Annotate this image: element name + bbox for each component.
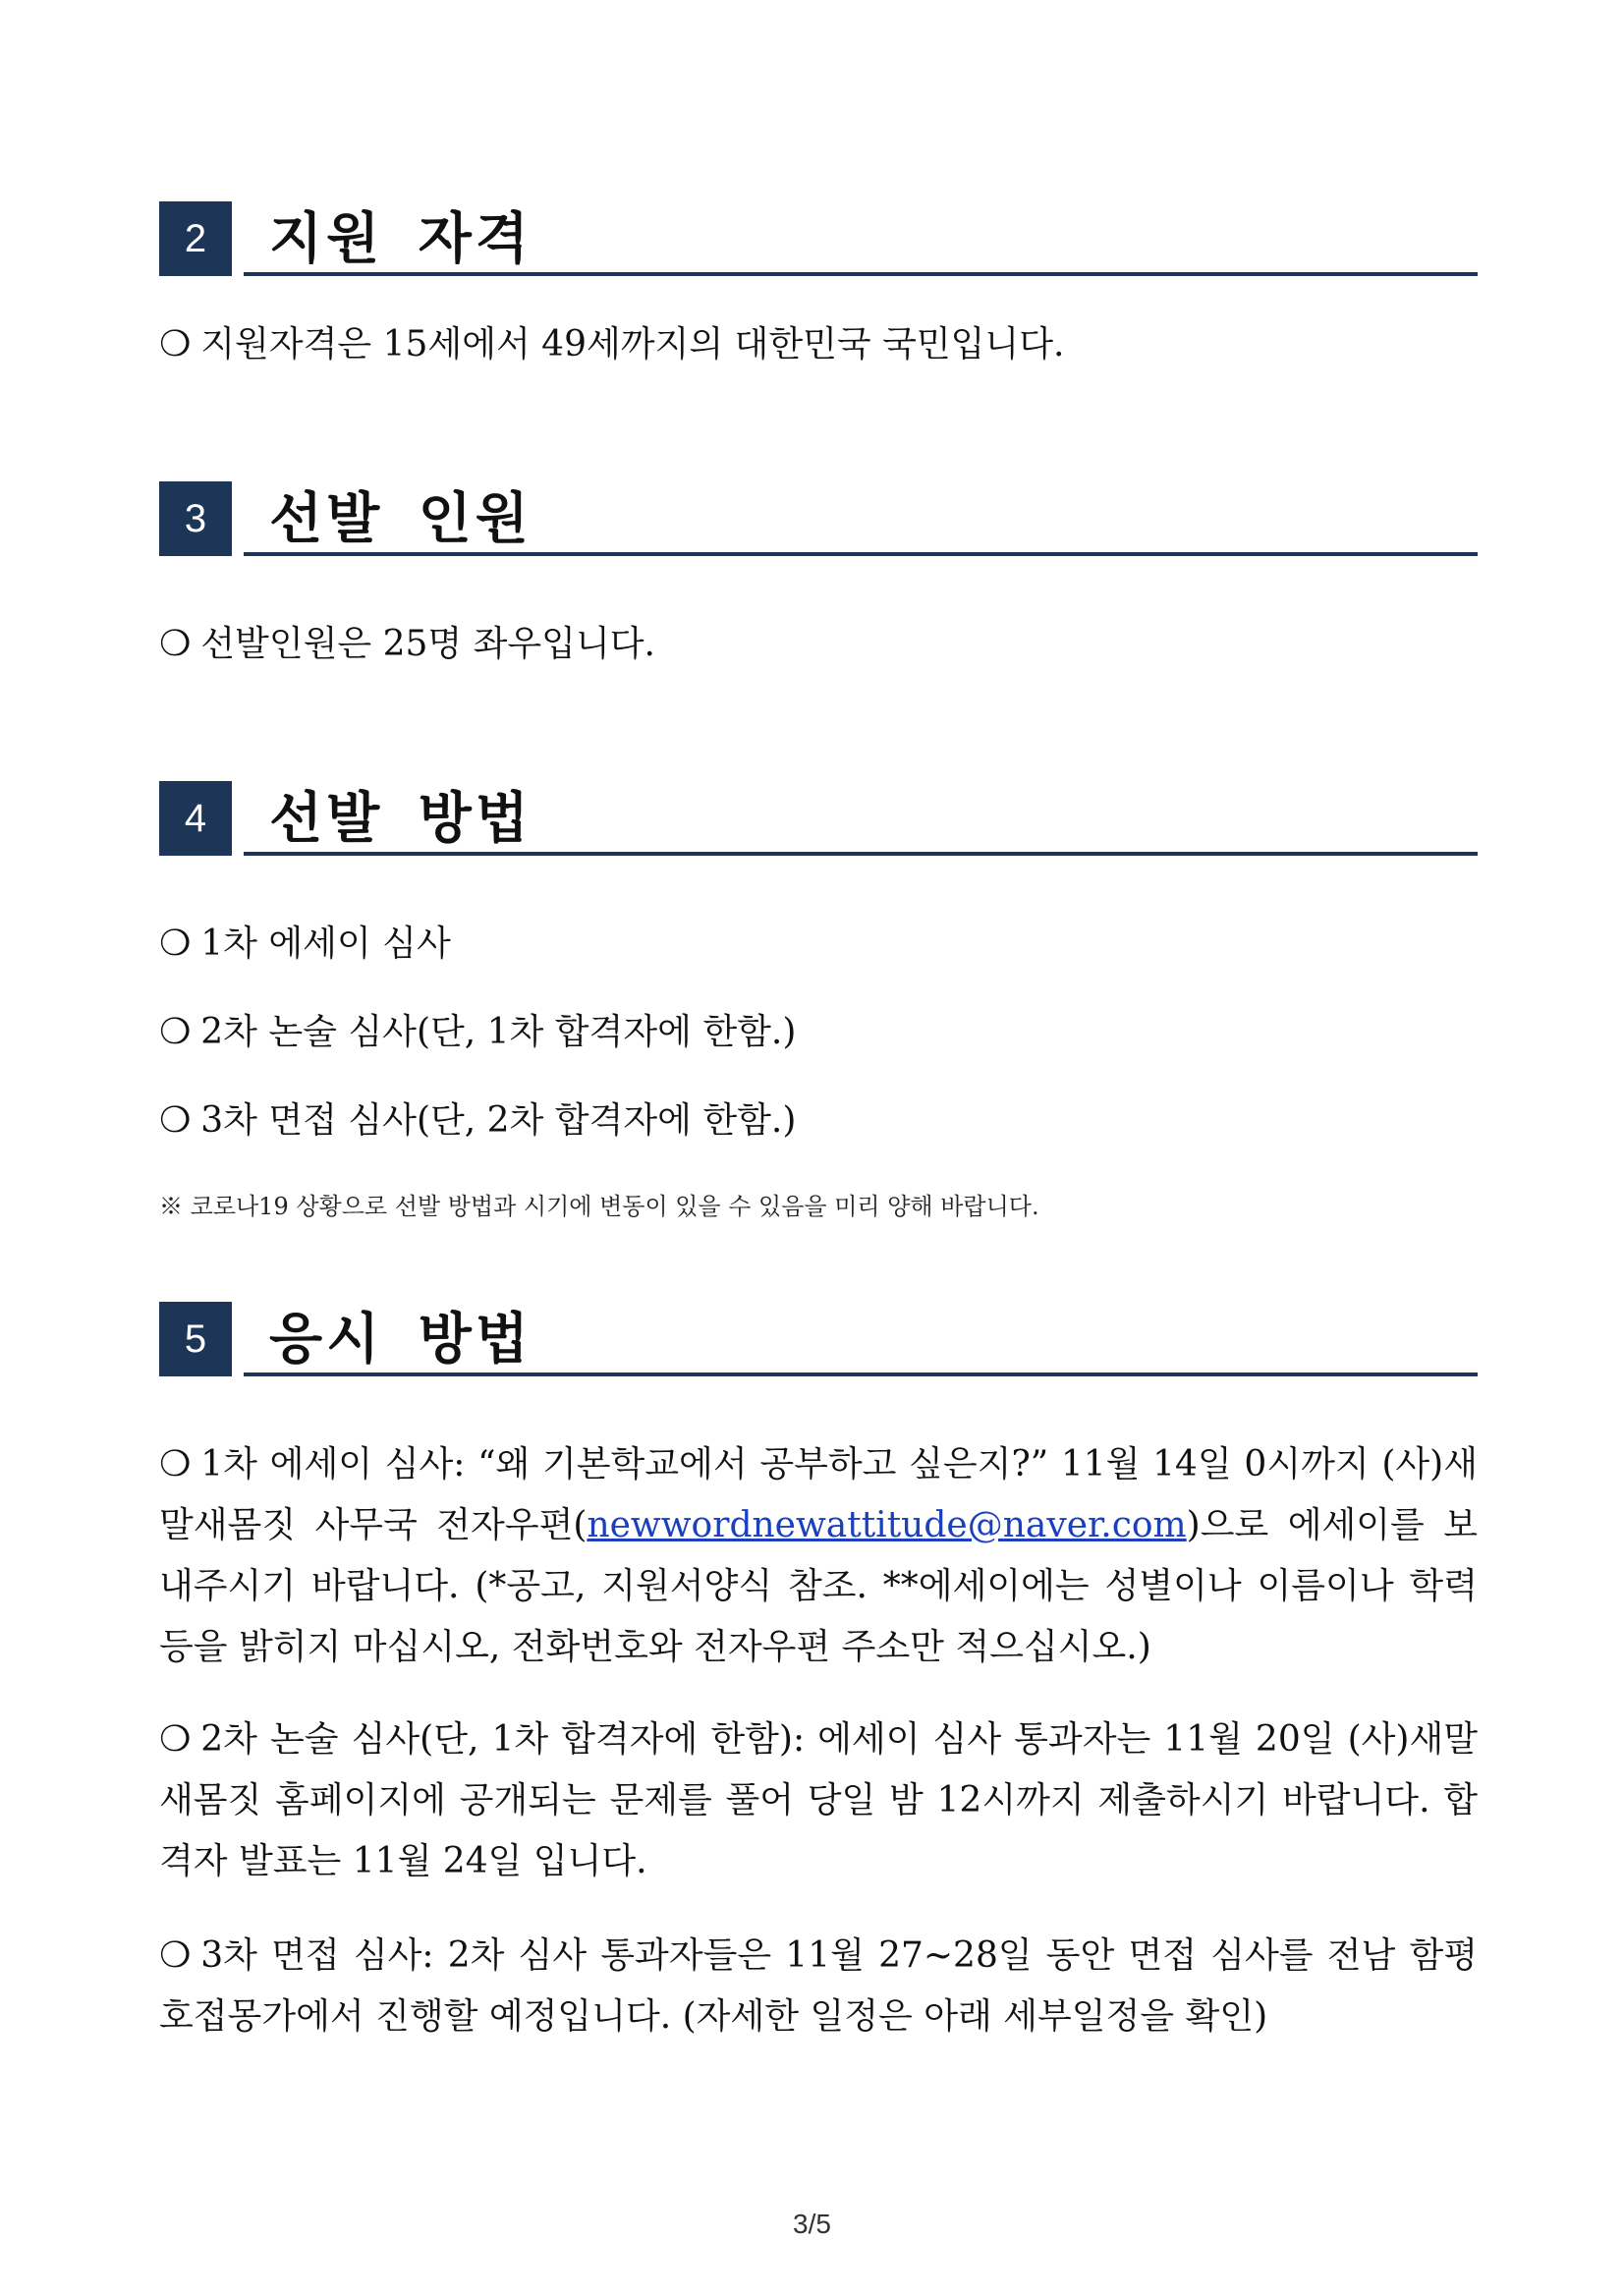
item-text: 1차 에세이 심사: “왜 기본학교에서 공부하고 싶은지?” 11월 14일 0시까지 (사)새말새몸짓 사무국 전자우편(: [159, 1444, 1478, 1545]
section-title: 응시 방법: [269, 1308, 532, 1372]
item-text: 2차 논술 심사(단, 1차 합격자에 한함): 에세이 심사 통과자는 11월 20일 (사)새말새몸짓 홈페이지에 공개되는 문제를 풀어 당일 밤 12시까지 제출하시기 바랍니다. 합격자 발표는 11월 24일 입니다.: [159, 1719, 1478, 1881]
circle-bullet-icon: ❍: [159, 1100, 192, 1141]
section-header-selection-count: [159, 481, 1478, 556]
section-header-application-method: [159, 1302, 1478, 1376]
section-number-badge: 3: [159, 481, 232, 556]
list-item: [159, 914, 1478, 975]
circle-bullet-icon: ❍: [159, 1719, 192, 1760]
list-item: [159, 314, 1478, 375]
page-number: 3/5: [793, 2209, 831, 2239]
item-text: 선발인원은 25명 좌우입니다.: [200, 624, 655, 664]
list-item: [159, 1434, 1478, 1678]
section-title: 선발 인원: [269, 487, 532, 551]
section-number-badge: 4: [159, 781, 232, 856]
item-text: 3차 면접 심사: 2차 심사 통과자들은 11월 27~28일 동안 면접 심사를 전남 함평 호접몽가에서 진행할 예정입니다. (자세한 일정은 아래 세부일정을 확인): [159, 1935, 1478, 2037]
section-divider: [244, 552, 1478, 556]
section-divider: [244, 272, 1478, 276]
notice-text: ※ 코로나19 상황으로 선발 방법과 시기에 변동이 있을 수 있음을 미리 양해 바랍니다.: [159, 1193, 1039, 1220]
item-text: 1차 에세이 심사: [200, 924, 451, 964]
circle-bullet-icon: ❍: [159, 324, 192, 364]
circle-bullet-icon: ❍: [159, 624, 192, 664]
list-item: [159, 1709, 1478, 1892]
section-divider: [244, 1372, 1478, 1376]
circle-bullet-icon: ❍: [159, 1012, 192, 1052]
list-item: [159, 1926, 1478, 2047]
list-item: [159, 614, 1478, 675]
item-text: 3차 면접 심사(단, 2차 합격자에 한함.): [200, 1100, 797, 1141]
email-link[interactable]: newwordnewattitude@naver.com: [587, 1505, 1187, 1545]
circle-bullet-icon: ❍: [159, 1444, 192, 1484]
item-text: 지원자격은 15세에서 49세까지의 대한민국 국민입니다.: [200, 324, 1065, 364]
list-item: [159, 1002, 1478, 1063]
section-header-selection-method: [159, 781, 1478, 856]
section-title: 선발 방법: [269, 787, 532, 851]
section-header-eligibility: [159, 201, 1478, 276]
circle-bullet-icon: ❍: [159, 1935, 192, 1976]
section-title: 지원 자격: [269, 207, 532, 271]
section-number-badge: 5: [159, 1302, 232, 1376]
item-text: 2차 논술 심사(단, 1차 합격자에 한함.): [200, 1012, 797, 1052]
section-divider: [244, 852, 1478, 856]
section-number-badge: 2: [159, 201, 232, 276]
circle-bullet-icon: ❍: [159, 924, 192, 964]
item-text: )으로 에세이를 보내주시기 바랍니다. (*공고, 지원서양식 참조. **에세이에는 성별이나 이름이나 학력 등을 밝히지 마십시오, 전화번호와 전자우편 주소만 적으십시오.): [159, 1505, 1478, 1667]
list-item: [159, 1091, 1478, 1151]
